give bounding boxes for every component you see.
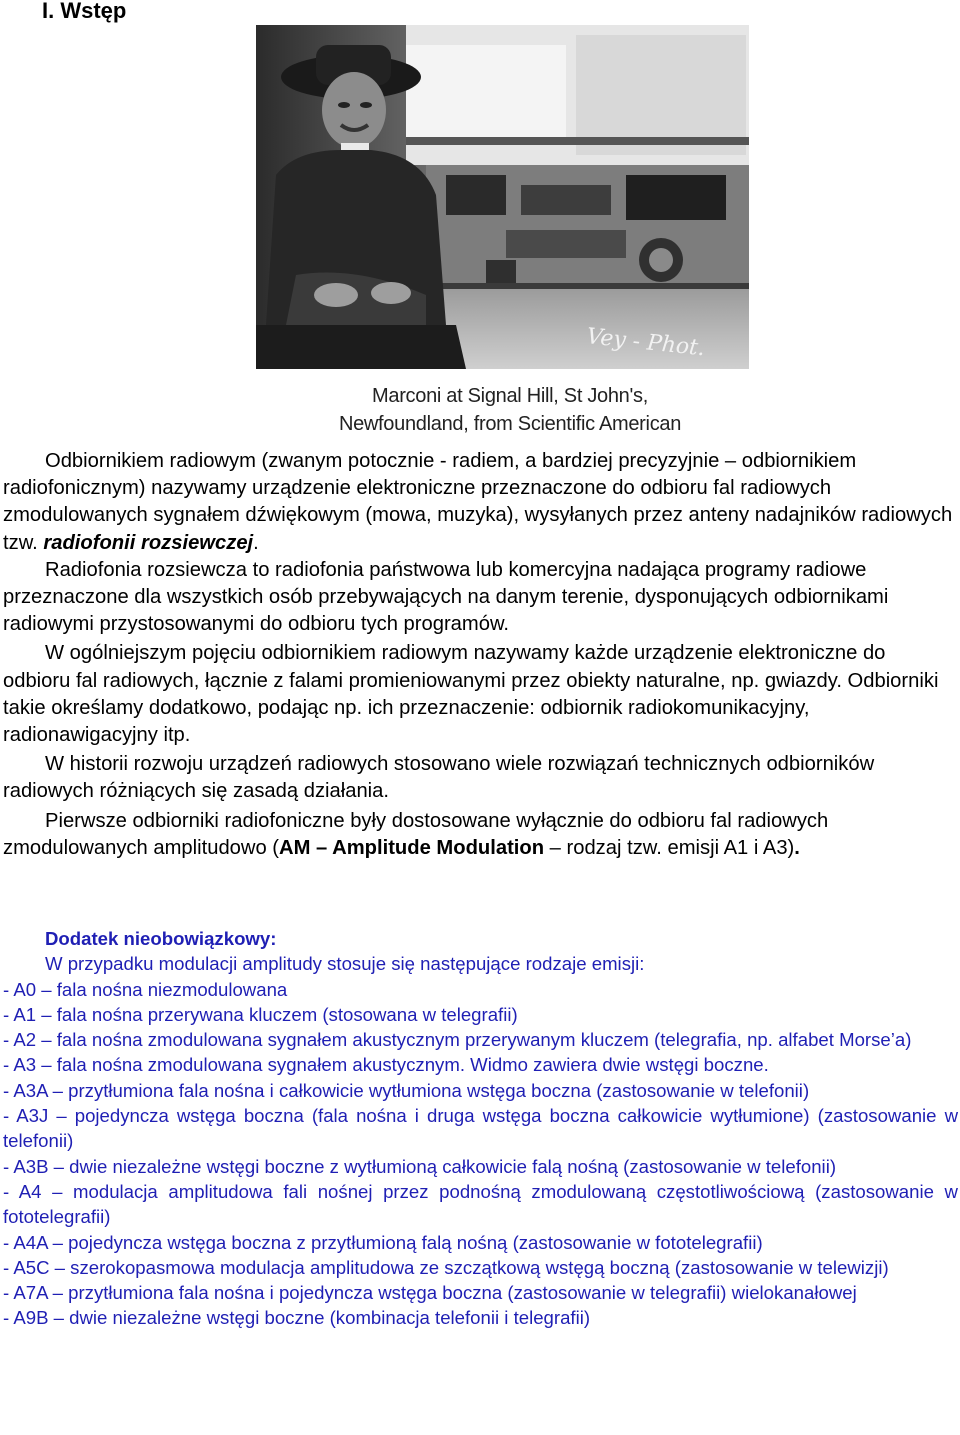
section-heading: I. Wstęp bbox=[42, 0, 127, 23]
optional-supplement bbox=[3, 926, 958, 1331]
list-item: - A3B – dwie niezależne wstęgi boczne z wytłumioną całkowicie falą nośną (zastosowanie w telefonii) bbox=[3, 1155, 837, 1177]
paragraph-definition: Radiofonia rozsiewcza to radiofonia państwowa lub komercyjna nadająca programy radiowe przeznaczone dla wszystkich osób przebywających na danym terenie, dysponujących odbiornikami radiowymi przystosowanymi do odbioru tych programów. bbox=[3, 558, 889, 636]
bold-text: AM – Amplitude Modulation bbox=[279, 836, 545, 859]
list-item: - A0 – fala nośna niezmodulowana bbox=[3, 978, 288, 1000]
bold-text: . bbox=[794, 836, 800, 859]
paragraph-general: W ogólniejszym pojęciu odbiornikiem radiowym nazywamy każde urządzenie elektroniczne do odbioru fal radiowych, łącznie z falami promieniowanymi przez obiekty naturalne, np. gwiazdy. Odbiorniki takie określamy dodatkowo, podając np. ich przeznaczenie: odbiornik radiokomunikacyjny, radionawigacyjny itp. bbox=[3, 642, 939, 747]
list-item: - A4 – modulacja amplitudowa fali nośnej przez podnośną zmodulowaną częstotliwościową (zastosowanie w fototelegrafii) bbox=[3, 1180, 958, 1228]
text-span: Odbiornikiem radiowym (zwanym potocznie - radiem, a bardziej precyzyjnie – odbiornikiem radiofonicznym) nazywamy urządzenie elektroniczne przeznaczone do odbioru fal radiowych zmodulowanych sygnałem dźwiękowym (mowa, muzyka), wysyłanych przez anteny nadajników radiowych tzw. bbox=[3, 450, 953, 554]
list-item: - A4A – pojedyncza wstęga boczna z przytłumioną falą nośną (zastosowanie w fototelegrafii) bbox=[3, 1231, 763, 1253]
list-item: - A2 – fala nośna zmodulowana sygnałem akustycznym przerywanym kluczem (telegrafia, np. alfabet Morse’a) bbox=[3, 1029, 912, 1051]
list-item: - A5C – szerokopasmowa modulacja amplitudowa ze szczątkową wstęgą boczną (zastosowanie w telewizji) bbox=[3, 1256, 889, 1278]
emphasis-text: radiofonii rozsiewczej bbox=[43, 531, 254, 554]
list-item: - A9B – dwie niezależne wstęgi boczne (kombinacja telefonii i telegrafii) bbox=[3, 1307, 591, 1329]
list-item: - A3A – przytłumiona fala nośna i całkowicie wytłumiona wstęga boczna (zastosowanie w telefonii) bbox=[3, 1079, 810, 1101]
photo-caption bbox=[300, 382, 720, 438]
paragraph-intro bbox=[3, 448, 958, 557]
paragraph-am bbox=[3, 808, 958, 862]
text-span: – rodzaj tzw. emisji A1 i A3) bbox=[544, 836, 795, 859]
supplement-intro: W przypadku modulacji amplitudy stosuje się następujące rodzaje emisji: bbox=[45, 953, 645, 975]
text-span: Pierwsze odbiorniki radiofoniczne były dostosowane wyłącznie do odbioru fal radiowych zmodulowanych amplitudowo ( bbox=[3, 809, 829, 859]
supplement-title: Dodatek nieobowiązkowy: bbox=[45, 928, 277, 949]
marconi-photo bbox=[256, 25, 749, 369]
main-text bbox=[3, 448, 958, 862]
list-item: - A3J – pojedyncza wstęga boczna (fala nośna i druga wstęga boczna całkowicie wytłumione) (zastosowanie w telefonii) bbox=[3, 1105, 958, 1152]
list-item: - A7A – przytłumiona fala nośna i pojedyncza wstęga boczna (zastosowanie w telegrafii) wielokanałowej bbox=[3, 1282, 857, 1304]
list-item: - A1 – fala nośna przerywana kluczem (stosowana w telegrafii) bbox=[3, 1003, 518, 1025]
list-item: - A3 – fala nośna zmodulowana sygnałem akustycznym. Widmo zawiera dwie wstęgi boczne. bbox=[3, 1054, 769, 1076]
text-span: . bbox=[253, 531, 259, 554]
caption-line: Newfoundland, from Scientific American bbox=[338, 413, 682, 435]
photo-signature: Vey - Phot. bbox=[585, 324, 707, 362]
caption-line: Marconi at Signal Hill, St John's, bbox=[372, 385, 648, 407]
paragraph-history: W historii rozwoju urządzeń radiowych stosowano wiele rozwiązań technicznych odbiorników radiowych różniących się zasadą działania. bbox=[3, 753, 875, 803]
emission-list bbox=[3, 977, 958, 1331]
